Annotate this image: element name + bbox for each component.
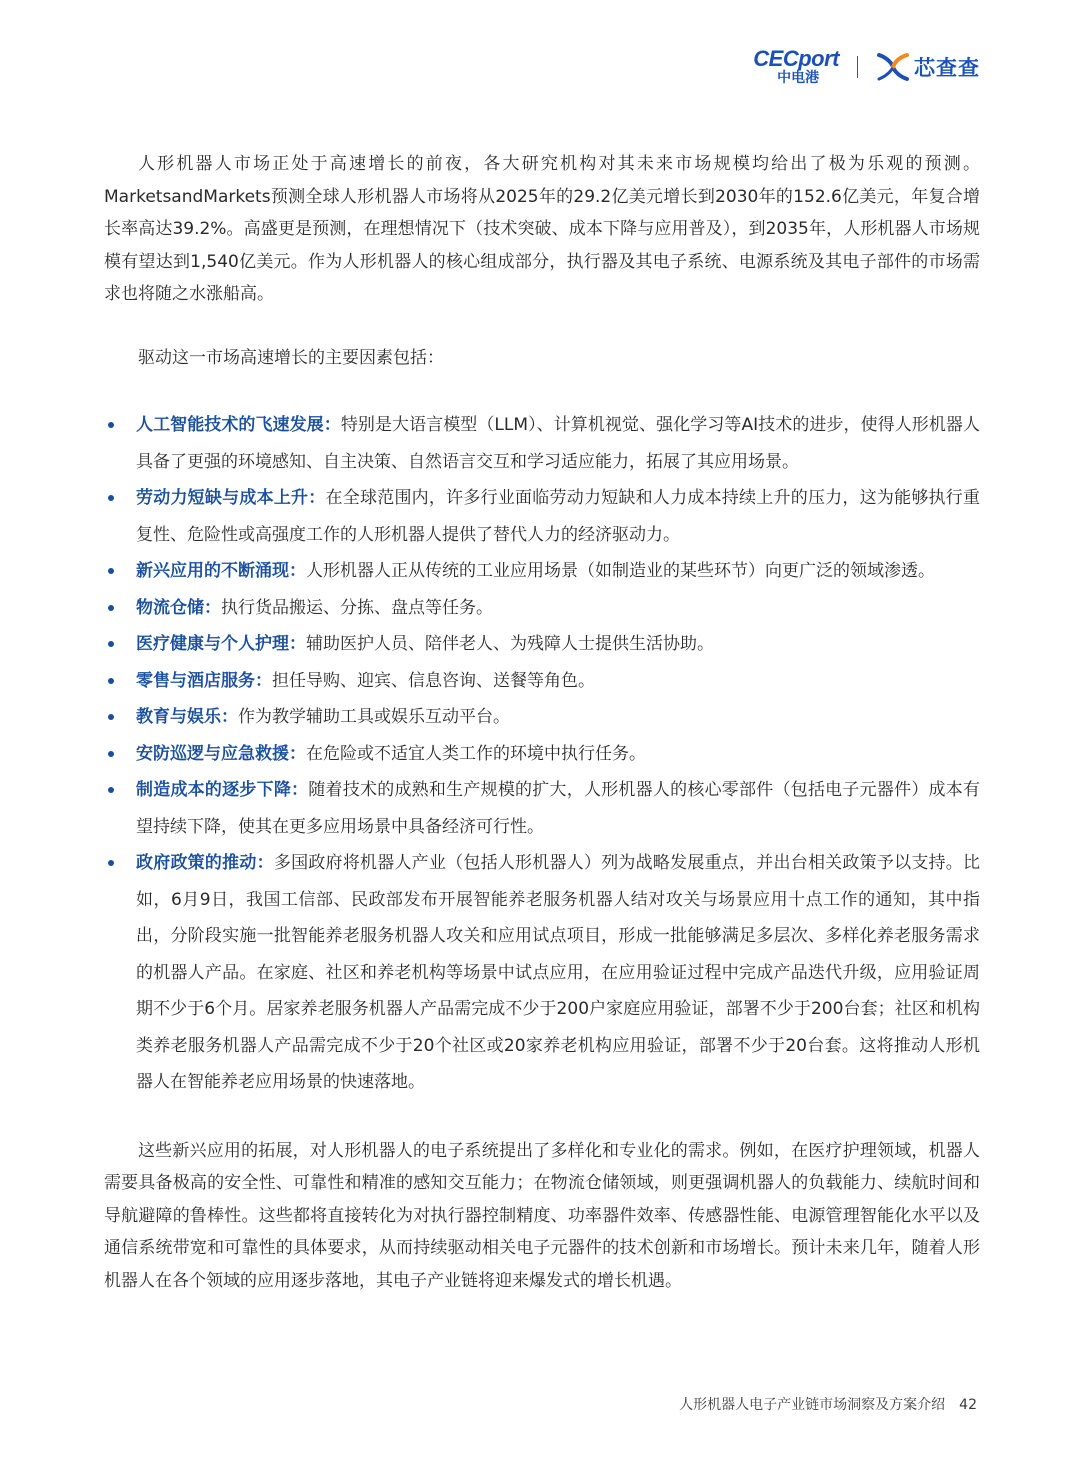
- list-item-term: 政府政策的推动：: [136, 853, 274, 873]
- list-item-text: 作为教学辅助工具或娱乐互动平台。: [238, 707, 510, 727]
- list-item-term: 安防巡逻与应急救援：: [136, 743, 306, 764]
- xinchacha-logo: [876, 52, 980, 82]
- intro-paragraph: 人形机器人市场正处于高速增长的前夜，各大研究机构对其未来市场规模均给出了极为乐观的预测。MarketsandMarkets预测全球人形机器人市场将从2025年的29.2亿美元增长到2030年的152.6亿美元，年复合增长率高达39.2%。高盛更是预测，在理想情况下（技术突破、成本下降与应用普及），到2035年，人形机器人市场规模有望达到1,540亿美元。作为人形机器人的核心组成部分，执行器及其电子系统、电源系统及其电子部件的市场需求也将随之水涨船高。: [104, 154, 980, 304]
- bullet-dot-icon: [108, 495, 114, 501]
- drivers-list: [104, 407, 980, 1101]
- xinchacha-logo-text: 芯查查: [914, 56, 980, 80]
- list-item-text: 随着技术的成熟和生产规模的扩大，人形机器人的核心零部件（包括电子元器件）成本有望持续下降，使其在更多应用场景中具备经济可行性。: [136, 780, 981, 837]
- list-item-term: 制造成本的逐步下降：: [136, 780, 309, 800]
- bullet-dot-icon: [108, 678, 114, 684]
- bullet-dot-icon: [108, 787, 114, 793]
- list-item-term: 零售与酒店服务：: [136, 670, 272, 691]
- list-item-text: 辅助医护人员、陪伴老人、为残障人士提供生活协助。: [306, 634, 714, 654]
- bullet-dot-icon: [108, 422, 114, 428]
- list-item: [104, 553, 980, 590]
- cecport-logo: [753, 48, 839, 86]
- page-number: 42: [959, 1397, 977, 1413]
- list-item-term: 劳动力短缺与成本上升：: [136, 488, 326, 508]
- bullet-dot-icon: [108, 605, 114, 611]
- drivers-intro: 驱动这一市场高速增长的主要因素包括：: [138, 347, 444, 368]
- footer-title: 人形机器人电子产业链市场洞察及方案介绍: [679, 1397, 946, 1413]
- closing-paragraph: 这些新兴应用的拓展，对人形机器人的电子系统提出了多样化和专业化的需求。例如，在医疗护理领域，机器人需要具备极高的安全性、可靠性和精准的感知交互能力；在物流仓储领域，则更强调机器人的负载能力、续航时间和导航避障的鲁棒性。这些都将直接转化为对执行器控制精度、功率器件效率、传感器性能、电源管理智能化水平以及通信系统带宽和可靠性的具体要求，从而持续驱动相关电子元器件的技术创新和市场增长。预计未来几年，随着人形机器人在各个领域的应用逐步落地，其电子产业链将迎来爆发式的增长机遇。: [104, 1140, 980, 1291]
- xinchacha-mark-icon: [876, 52, 910, 82]
- cecport-logo-text: CECport: [753, 46, 839, 71]
- article-body: [104, 148, 980, 1297]
- list-item-term: 教育与娱乐：: [136, 707, 238, 727]
- page-header: [753, 48, 980, 86]
- list-item: [104, 845, 980, 1101]
- list-item-term: 新兴应用的不断涌现：: [136, 561, 306, 581]
- list-item-text: 多国政府将机器人产业（包括人形机器人）列为战略发展重点，并出台相关政策予以支持。比如，6月9日，我国工信部、民政部发布开展智能养老服务机器人结对攻关与场景应用十点工作的通知，其中指出，分阶段实施一批智能养老服务机器人攻关和应用试点项目，形成一批能够满足多层次、多样化养老服务需求的机器人产品。在家庭、社区和养老机构等场景中试点应用，在应用验证过程中完成产品迭代升级，应用验证周期不少于6个月。居家养老服务机器人产品需完成不少于200户家庭应用验证，部署不少于200台套；社区和机构类养老服务机器人产品需完成不少于20个社区或20家养老机构应用验证，部署不少于20台套。这将推动人形机器人在智能养老应用场景的快速落地。: [136, 853, 981, 1092]
- list-item-text: 在全球范围内，许多行业面临劳动力短缺和人力成本持续上升的压力，这为能够执行重复性、危险性或高强度工作的人形机器人提供了替代人力的经济驱动力。: [136, 488, 981, 545]
- bullet-dot-icon: [108, 714, 114, 720]
- list-item-text: 人形机器人正从传统的工业应用场景（如制造业的某些环节）向更广泛的领域渗透。: [306, 561, 935, 581]
- list-item-term: 人工智能技术的飞速发展：: [136, 415, 341, 435]
- list-item: [104, 407, 980, 480]
- bullet-dot-icon: [108, 568, 114, 574]
- bullet-dot-icon: [108, 860, 114, 866]
- list-item-text: 执行货品搬运、分拣、盘点等任务。: [221, 597, 493, 618]
- list-item: [104, 480, 980, 553]
- list-item-text: 特别是大语言模型（LLM）、计算机视觉、强化学习等AI技术的进步，使得人形机器人具备了更强的环境感知、自主决策、自然语言交互和学习适应能力，拓展了其应用场景。: [136, 415, 980, 472]
- list-item: [104, 772, 980, 845]
- page-footer: [679, 1394, 977, 1414]
- cecport-logo-subtext: 中电港: [777, 70, 820, 86]
- bullet-dot-icon: [108, 751, 114, 757]
- bullet-dot-icon: [108, 641, 114, 647]
- list-item: [104, 663, 980, 700]
- list-item: [104, 699, 980, 736]
- logo-divider: [857, 56, 858, 78]
- list-item-term: 医疗健康与个人护理：: [136, 634, 306, 654]
- list-item: [104, 736, 980, 773]
- list-item: [104, 590, 980, 627]
- list-item-text: 担任导购、迎宾、信息咨询、送餐等角色。: [272, 670, 595, 691]
- list-item-term: 物流仓储：: [136, 597, 221, 618]
- list-item-text: 在危险或不适宜人类工作的环境中执行任务。: [306, 743, 646, 764]
- list-item: [104, 626, 980, 663]
